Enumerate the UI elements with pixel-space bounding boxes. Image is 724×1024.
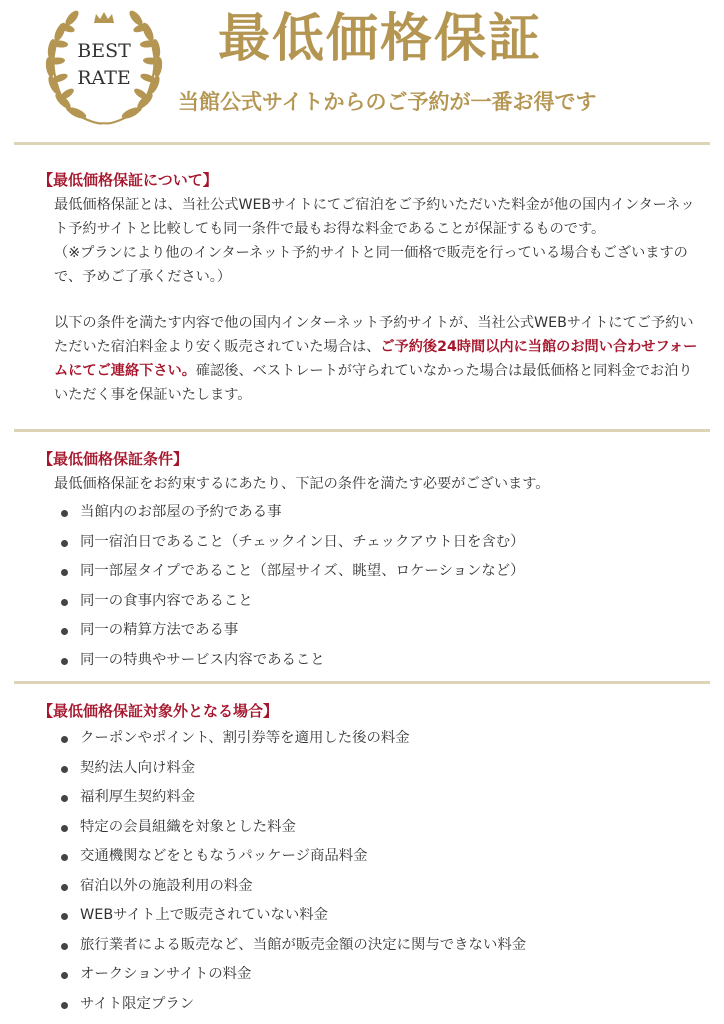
list-item: 同一の食事内容であること	[56, 587, 708, 617]
about-paragraph-2: （※プランにより他のインターネット予約サイトと同一価格で販売を行っている場合もございますので、予めご了承ください。）	[54, 245, 688, 285]
list-item: 当館内のお部屋の予約である事	[56, 498, 708, 528]
about-section-title: 【最低価格保証について】	[38, 171, 218, 189]
exclusions-list	[38, 724, 708, 1019]
list-item: 同一の特典やサービス内容であること	[56, 646, 708, 676]
list-item: 同一部屋タイプであること（部屋サイズ、眺望、ロケーションなど）	[56, 557, 708, 587]
list-item: 宿泊以外の施設利用の料金	[56, 872, 708, 902]
best-rate-badge	[34, 6, 174, 128]
list-item: 契約法人向け料金	[56, 754, 708, 784]
conditions-section	[0, 432, 724, 681]
conditions-section-title: 【最低価格保証条件】	[38, 450, 189, 468]
about-paragraph-3-tail: 確認後、ベストレートが守られていなかった場合は最低価格と同料金でお泊りいただく事を保証いたします。	[54, 363, 693, 403]
about-paragraph-1: 最低価格保証とは、当社公式WEBサイトにてご宿泊をご予約いただいた料金が他の国内インターネット予約サイトと比較しても同一条件で最もお得な料金であることが保証するものです。	[54, 197, 695, 237]
page-header	[0, 0, 724, 132]
list-item: 交通機関などをともなうパッケージ商品料金	[56, 842, 708, 872]
exclusions-section-title: 【最低価格保証対象外となる場合】	[38, 702, 279, 720]
list-item: 同一宿泊日であること（チェックイン日、チェックアウト日を含む）	[56, 528, 708, 558]
about-section	[0, 145, 724, 429]
list-item: 特定の会員組織を対象とした料金	[56, 813, 708, 843]
exclusions-section	[0, 684, 724, 1019]
list-item: 同一の精算方法である事	[56, 616, 708, 646]
about-paragraph-3	[38, 311, 708, 407]
list-item: WEBサイト上で販売されていない料金	[56, 901, 708, 931]
badge-line1: BEST	[77, 40, 131, 62]
conditions-intro: 最低価格保証をお約束するにあたり、下記の条件を満たす必要がございます。	[54, 476, 550, 492]
contact-notice: ご予約後24時間以内に当館のお問い合わせフォームにてご連絡下さい。	[54, 339, 698, 379]
list-item: サイト限定プラン	[56, 990, 708, 1020]
list-item: クーポンやポイント、割引券等を適用した後の料金	[56, 724, 708, 754]
list-item: オークションサイトの料金	[56, 960, 708, 990]
list-item: 旅行業者による販売など、当館が販売金額の決定に関与できない料金	[56, 931, 708, 961]
laurel-wreath-icon	[34, 6, 174, 128]
list-item: 福利厚生契約料金	[56, 783, 708, 813]
about-paragraph-3-text: 以下の条件を満たす内容で他の国内インターネット予約サイトが、当社公式WEBサイトにてご予約いただいた宿泊料金より安く販売されていた場合は、	[54, 315, 694, 355]
page-title: 最低価格保証	[218, 9, 543, 69]
badge-line2: RATE	[77, 67, 131, 89]
page-subtitle: 当館公式サイトからのご予約が一番お得です	[178, 90, 597, 114]
conditions-list	[38, 498, 708, 675]
